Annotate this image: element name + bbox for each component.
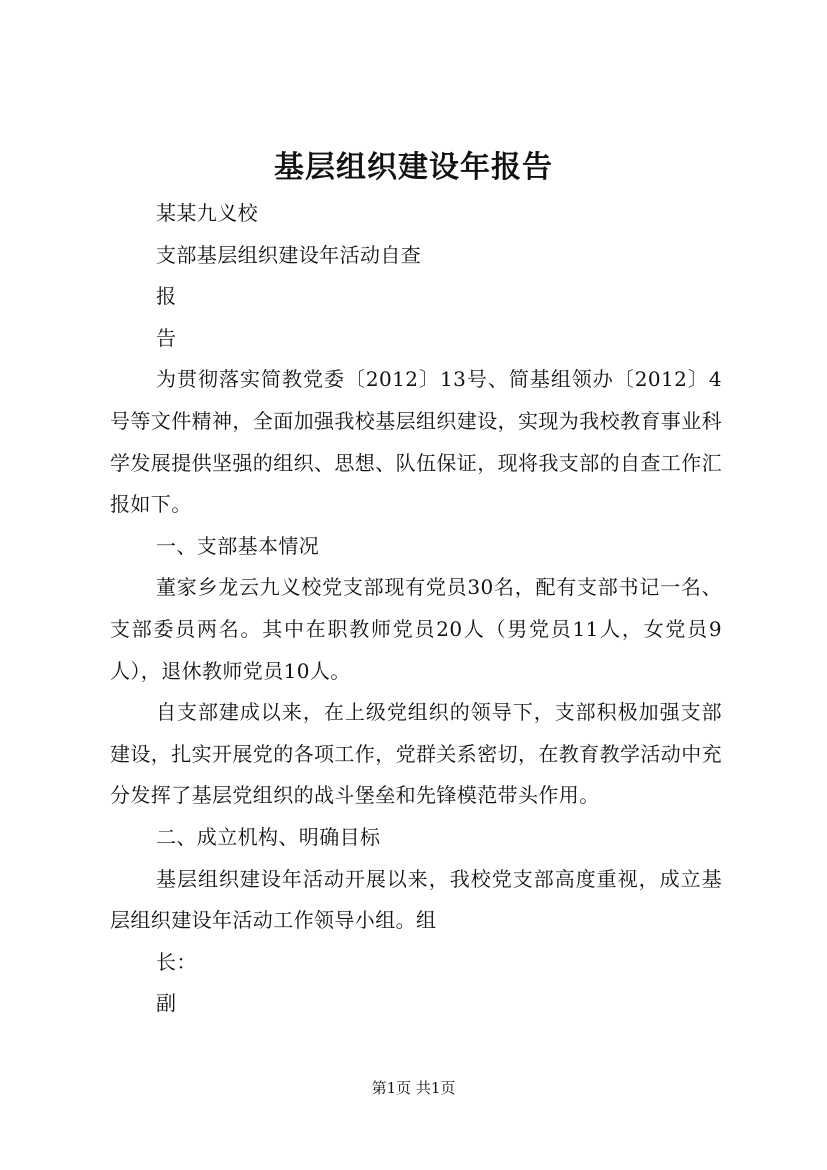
report-word-bao: 报 [156,284,177,309]
section-2-paragraph-1: 基层组织建设年活动开展以来，我校党支部高度重视，成立基层组织建设年活动工作领导小组。组 [110,866,722,933]
leader-line: 长： [156,949,197,974]
report-subtitle-line: 支部基层组织建设年活动自查 [156,242,422,267]
section-heading-1: 一、支部基本情况 [156,533,320,558]
section-1-paragraph-2: 自支部建成以来，在上级党组织的领导下，支部积极加强支部建设，扎实开展党的各项工作，党群关系密切，在教育教学活动中充分发挥了基层党组织的战斗堡垒和先锋模范带头作用。 [110,700,722,808]
intro-paragraph: 为贯彻落实简教党委〔2012〕13号、简基组领办〔2012〕4号等文件精神，全面加强我校基层组织建设，实现为我校教育事业科学发展提供坚强的组织、思想、队伍保证，现将我支部的自查工作汇报如下。 [110,367,722,517]
document-body [110,193,722,1025]
report-word-gao: 告 [156,325,177,350]
section-1-paragraph-1: 董家乡龙云九义校党支部现有党员30名，配有支部书记一名、支部委员两名。其中在职教师党员20人（男党员11人，女党员9人），退休教师党员10人。 [110,575,722,683]
section-heading-2: 二、成立机构、明确目标 [156,824,381,849]
school-name-line: 某某九义校 [156,201,258,225]
page-footer: 第1页 共1页 [371,1079,456,1097]
deputy-line: 副 [156,991,177,1016]
document-title: 基层组织建设年报告 [274,150,553,185]
